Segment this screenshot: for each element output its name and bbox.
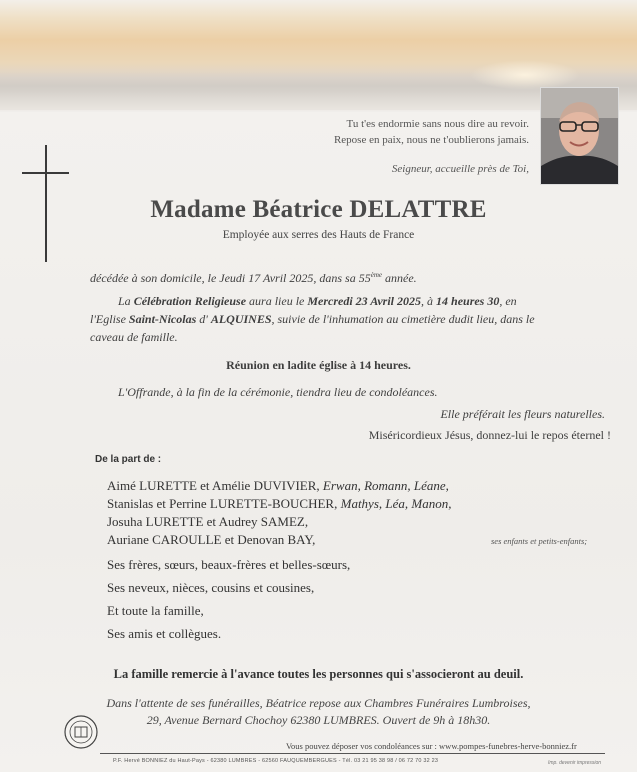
family-line: Josuha LURETTE et Audrey SAMEZ, (107, 514, 309, 529)
poem-line-1: Tu t'es endormie sans nous dire au revoir. (346, 118, 529, 130)
sun-reflection (470, 60, 580, 90)
offrande-notice: L'Offrande, à la fin de la cérémonie, tiendra lieu de condoléances. (118, 385, 438, 399)
children-note: ses enfants et petits-enfants; (491, 536, 588, 546)
funeral-home-line-1: Dans l'attente de ses funérailles, Béatrice repose aux Chambres Funéraires Lumbroises, (106, 696, 531, 710)
family-line: Ses neveux, nièces, cousins et cousines, (107, 580, 315, 595)
prayer-line: Miséricordieux Jésus, donnez-lui le repos éternel ! (368, 428, 611, 442)
deceased-photo (540, 87, 619, 185)
condolences-website[interactable]: Vous pouvez déposer vos condoléances sur : www.pompes-funebres-herve-bonniez.fr (286, 741, 577, 751)
flowers-notice: Elle préférait les fleurs naturelles. (440, 407, 605, 421)
cross-icon-bar (22, 172, 69, 174)
poem-line-3: Seigneur, accueille près de Toi, (391, 163, 529, 175)
printer-credit: Imp. devenir impression (548, 760, 602, 766)
family-line: Stanislas et Perrine LURETTE-BOUCHER, Mathys, Léa, Manon, (107, 496, 452, 511)
ceremony-line-1: La Célébration Religieuse aura lieu le Mercredi 23 Avril 2025, à 14 heures 30, en (118, 294, 517, 308)
family-line: Ses amis et collègues. (107, 626, 222, 641)
reunion-notice: Réunion en ladite église à 14 heures. (226, 358, 411, 372)
family-line: Ses frères, sœurs, beaux-frères et belles-sœurs, (107, 557, 351, 572)
family-line: Et toute la famille, (107, 603, 204, 618)
from-label: De la part de : (95, 454, 162, 465)
thanks-line: La famille remercie à l'avance toutes les personnes qui s'associeront au deuil. (113, 667, 524, 681)
funeral-home-line-2: 29, Avenue Bernard Chochoy 62380 LUMBRES. Ouvert de 9h à 18h30. (146, 713, 491, 727)
funeral-home-seal-icon (64, 715, 98, 749)
family-line: Auriane CAROULLE et Denovan BAY, (107, 532, 316, 547)
ceremony-line-3: caveau de famille. (90, 330, 178, 344)
occupation: Employée aux serres des Hauts de France (222, 229, 415, 241)
ceremony-line-2: l'Eglise Saint-Nicolas d' ALQUINES, suivie de l'inhumation au cimetière dudit lieu, dans le (90, 312, 535, 326)
family-line: Aimé LURETTE et Amélie DUVIVIER, Erwan, Romann, Léane, (107, 478, 449, 493)
death-notice: décédée à son domicile, le Jeudi 17 Avril 2025, dans sa 55ème année. (90, 271, 417, 285)
footer-divider (100, 753, 605, 754)
deceased-name: Madame Béatrice DELATTRE (150, 196, 487, 223)
poem-line-2: Repose en paix, nous ne t'oublierons jamais. (333, 134, 529, 146)
funeral-home-address: P.F. Hervé BONNIEZ du Haut-Pays - 62380 LUMBRES - 62560 FAUQUEMBERGUES - Tél. 03 21 95 38 98 / 06 72 70 32 23 (113, 758, 439, 764)
